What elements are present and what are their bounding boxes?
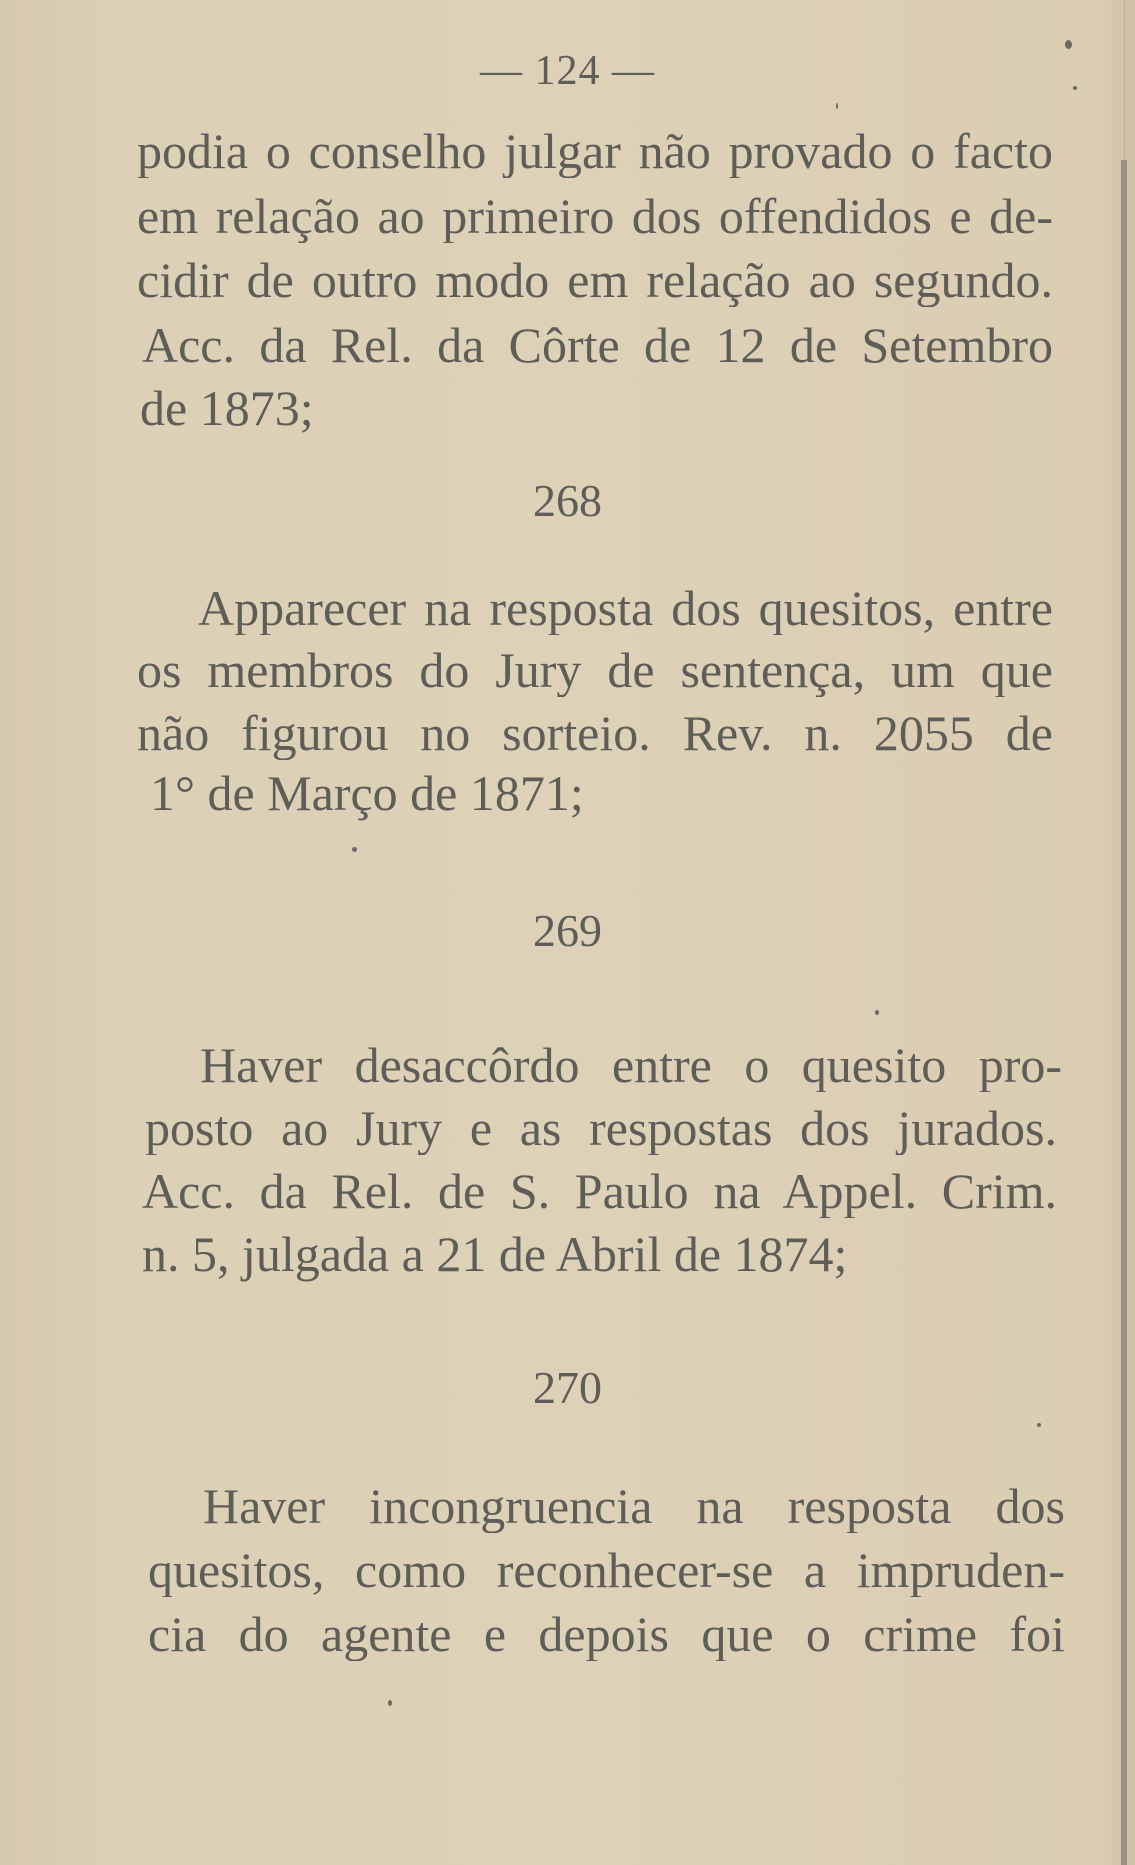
text-line: Apparecer na resposta dos quesitos, entre (198, 583, 1053, 635)
text-line: cia do agente e depois que o crime foi (148, 1609, 1065, 1661)
section-number-270: 270 (533, 1362, 602, 1413)
running-head: — 124 — (480, 48, 655, 94)
text-line: não figurou no sorteio. Rev. n. 2055 de (137, 708, 1053, 760)
ink-speck (1065, 40, 1072, 49)
ink-speck (875, 1010, 879, 1015)
ink-speck (836, 103, 838, 109)
ink-speck (352, 847, 357, 852)
text-line: de 1873; (140, 380, 314, 436)
text-line: quesitos, como reconhecer-se a impruden- (148, 1545, 1065, 1597)
section-number-269: 269 (533, 905, 602, 956)
text-line: em relação ao primeiro dos offendidos e de- (137, 191, 1053, 243)
text-line: podia o conselho julgar não provado o facto (137, 126, 1053, 178)
text-line: posto ao Jury e as respostas dos jurados. (145, 1103, 1057, 1155)
text-line: Acc. da Rel. de S. Paulo na Appel. Crim. (142, 1166, 1057, 1218)
text-line: Haver desaccôrdo entre o quesito pro- (200, 1040, 1062, 1092)
text-line: Acc. da Rel. da Côrte de 12 de Setembro (142, 320, 1053, 372)
text-line: os membros do Jury de sentença, um que (137, 645, 1053, 697)
text-line: 1° de Março de 1871; (150, 765, 584, 821)
ink-speck (1037, 1423, 1041, 1427)
section-number-268: 268 (533, 475, 602, 526)
text-line: Haver incongruencia na resposta dos (203, 1481, 1065, 1533)
ink-speck (388, 1700, 392, 1706)
text-line: cidir de outro modo em relação ao segundo. (137, 255, 1053, 307)
text-line: n. 5, julgada a 21 de Abril de 1874; (142, 1226, 848, 1282)
